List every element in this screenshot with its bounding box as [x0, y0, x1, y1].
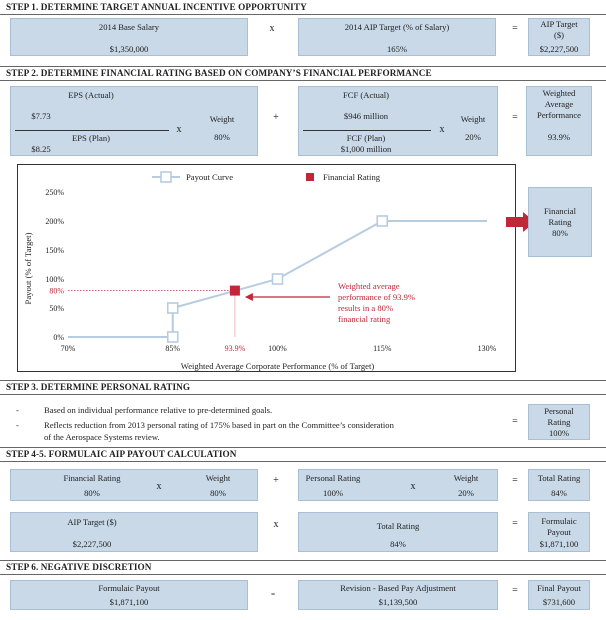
revision-label: Revision - Based Pay Adjustment: [340, 583, 456, 593]
personal-weight-box: [298, 469, 498, 501]
formulaic-payout-box: [528, 512, 590, 552]
y-axis-title: Payout (% of Target): [23, 232, 33, 305]
step1-header: STEP 1. DETERMINE TARGET ANNUAL INCENTIVE OPPORTUNITY: [6, 2, 307, 12]
final-payout-box: [528, 580, 590, 610]
equals-operator: =: [512, 23, 518, 34]
step45-header: STEP 4-5. FORMULAIC AIP PAYOUT CALCULATION: [6, 449, 237, 459]
weight-label: Weight: [453, 473, 479, 483]
personal-value: 100%: [548, 428, 570, 438]
wap-label-3: Performance: [537, 110, 581, 120]
aip-target-value: $2,227,500: [72, 539, 112, 549]
eps-actual-value: $7.73: [31, 111, 51, 121]
x-tick-label: 85%: [165, 344, 181, 353]
wap-label-2: Average: [544, 99, 574, 109]
multiply-operator: x: [269, 23, 275, 34]
x-tick-label: 130%: [477, 344, 497, 353]
fin-rating-label-1: Financial: [544, 206, 576, 216]
formulaic-payout-label: Formulaic Payout: [98, 583, 160, 593]
equals-operator: =: [512, 585, 518, 596]
bullet-dash: -: [16, 420, 19, 430]
y-tick-label: 200%: [45, 217, 64, 226]
formulaic-label-2: Payout: [547, 527, 571, 537]
payout-curve-marker: [273, 274, 283, 284]
minus-operator: -: [270, 585, 276, 600]
personal-rating-value: 100%: [322, 488, 344, 498]
personal-rating-box: [528, 404, 590, 440]
payout-curve-marker: [168, 332, 178, 342]
aip-target-pct-label: 2014 AIP Target (% of Salary): [344, 22, 450, 32]
aip-target-value: $2,227,500: [539, 44, 579, 54]
weight-value: 80%: [210, 488, 226, 498]
divider: [0, 380, 606, 381]
eps-multiply-operator: x: [176, 124, 182, 135]
equals-operator: =: [512, 416, 518, 427]
aip-target-box-2: [10, 512, 258, 552]
rating-value-label: 80%: [49, 286, 64, 296]
y-tick-label: 50%: [49, 304, 64, 313]
fin-weight-box: [10, 469, 258, 501]
formulaic-value: $1,871,100: [539, 539, 579, 549]
fin-rating-label-2: Rating: [548, 217, 572, 227]
eps-plan-value: $8.25: [31, 144, 51, 154]
divider: [0, 394, 606, 395]
divider: [0, 461, 606, 462]
payout-curve-marker: [377, 216, 387, 226]
personal-label-1: Personal: [544, 406, 574, 416]
x-tick-label: 115%: [373, 344, 392, 353]
annotation-text: results in a 80%: [338, 303, 394, 313]
eps-actual-label: EPS (Actual): [68, 90, 114, 100]
multiply-operator: x: [273, 519, 279, 530]
fcf-weight-label: Weight: [460, 114, 486, 124]
plus-operator: +: [273, 112, 279, 123]
y-tick-label: 150%: [45, 246, 64, 255]
step2-header: STEP 2. DETERMINE FINANCIAL RATING BASED ON COMPANY’S FINANCIAL PERFORMANCE: [6, 68, 432, 78]
aip-target-label: AIP Target ($): [67, 517, 117, 527]
aip-target-pct-value: 165%: [386, 44, 408, 54]
financial-rating-marker: [230, 286, 240, 296]
eps-weight-value: 80%: [214, 132, 230, 142]
total-rating-box: [528, 469, 590, 501]
eps-weight-label: Weight: [209, 114, 235, 124]
total-rating-value: 84%: [390, 539, 406, 549]
wap-value: 93.9%: [547, 132, 571, 142]
y-tick-label: 250%: [45, 188, 64, 197]
y-tick-label: 0%: [53, 333, 64, 342]
fcf-weight-value: 20%: [465, 132, 481, 142]
legend-rating-label: Financial Rating: [323, 172, 381, 182]
multiply-operator: x: [156, 481, 162, 492]
equals-operator: =: [512, 518, 518, 529]
fcf-actual-label: FCF (Actual): [342, 90, 390, 100]
total-rating-label: Total Rating: [376, 521, 420, 531]
revision-box: [298, 580, 498, 610]
formulaic-payout-box-2: [10, 580, 248, 610]
fcf-plan-value: $1,000 million: [340, 144, 392, 154]
formulaic-payout-value: $1,871,100: [109, 597, 149, 607]
personal-rating-bullet-2-cont: of the Aerospace Systems review.: [44, 432, 160, 442]
weight-label: Weight: [205, 473, 231, 483]
legend-payout-label: Payout Curve: [186, 172, 234, 182]
x-tick-label: 100%: [268, 344, 287, 353]
final-payout-value: $731,600: [542, 597, 576, 607]
total-rating-value: 84%: [551, 488, 567, 498]
legend-payout-marker: [161, 172, 171, 182]
annotation-arrow-head-icon: [245, 293, 253, 301]
fin-rating-value: 80%: [84, 488, 100, 498]
eps-plan-label: EPS (Plan): [72, 133, 110, 143]
equals-operator: =: [512, 112, 518, 123]
aip-target-label-unit: ($): [553, 30, 565, 40]
legend-rating-marker: [306, 173, 314, 181]
aip-target-label: AIP Target: [540, 19, 578, 29]
x-axis-title: Weighted Average Corporate Performance (% of Target): [180, 361, 375, 371]
plus-operator: +: [273, 475, 279, 486]
bullet-dash: -: [16, 405, 19, 415]
fin-rating-label: Financial Rating: [63, 473, 121, 483]
total-rating-box-2: [298, 512, 498, 552]
revision-value: $1,139,500: [378, 597, 418, 607]
base-salary-label: 2014 Base Salary: [98, 22, 160, 32]
fcf-multiply-operator: x: [439, 124, 445, 135]
payout-curve-marker: [168, 303, 178, 313]
formulaic-label-1: Formulaic: [541, 516, 577, 526]
equals-operator: =: [512, 475, 518, 486]
fcf-plan-label: FCF (Plan): [346, 133, 386, 143]
weight-value: 20%: [458, 488, 474, 498]
step3-header: STEP 3. DETERMINE PERSONAL RATING: [6, 382, 191, 392]
personal-label-2: Rating: [547, 417, 571, 427]
annotation-text: performance of 93.9%: [338, 292, 416, 302]
divider: [0, 574, 606, 575]
personal-rating-bullet-2: Reflects reduction from 2013 personal rating of 175% based in part on the Committee’s consideration: [44, 420, 394, 430]
x-tick-label: 70%: [60, 344, 76, 353]
y-tick-label: 100%: [45, 275, 64, 284]
personal-rating-label: Personal Rating: [305, 473, 361, 483]
performance-value-label: 93.9%: [224, 344, 246, 353]
step6-header: STEP 6. NEGATIVE DISCRETION: [6, 562, 152, 572]
final-payout-label: Final Payout: [537, 583, 581, 593]
fin-rating-value: 80%: [552, 228, 568, 238]
base-salary-value: $1,350,000: [109, 44, 149, 54]
wap-label-1: Weighted: [542, 88, 576, 98]
total-rating-label: Total Rating: [537, 473, 581, 483]
annotation-text: Weighted average: [338, 281, 400, 291]
personal-rating-bullet-1: Based on individual performance relative to pre-determined goals.: [44, 405, 273, 415]
multiply-operator: x: [410, 481, 416, 492]
divider: [0, 447, 606, 448]
annotation-text: financial rating: [338, 314, 391, 324]
financial-rating-box: [528, 187, 592, 257]
divider: [0, 560, 606, 561]
fcf-actual-value: $946 million: [343, 111, 389, 121]
